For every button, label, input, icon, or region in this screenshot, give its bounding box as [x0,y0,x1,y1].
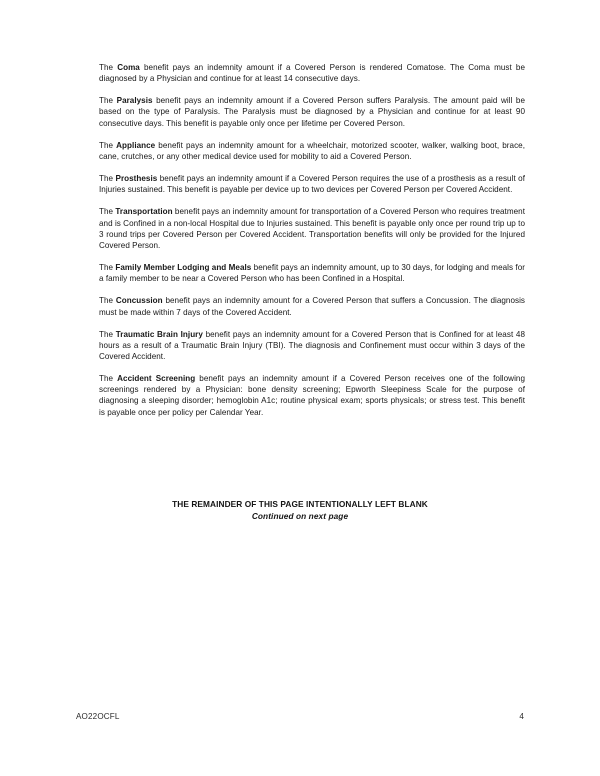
form-number: AO22OCFL [76,712,120,721]
paragraph-text: benefit pays an indemnity amount if a Covered Person requires the use of a prosthesis as a result of Injuries sustained. This benefit is payable per device up to two devices per Covered Person per Covered Accident. [99,174,525,195]
paragraph-text: benefit pays an indemnity amount, up to 30 days, for lodging and meals for a family member to be near a Covered Person who has been Confined in a Hospital. [99,263,525,284]
paragraph-text: benefit pays an indemnity amount for a wheelchair, motorized scooter, walker, walking boot, brace, cane, crutches, or any other medical device used for mobility to aid a Covered Person. [99,140,526,161]
paragraph-lead: The [99,263,116,273]
paragraph-prosthesis [99,173,525,195]
paragraph-traumatic-brain-injury [99,329,525,362]
paragraph-text: benefit pays an indemnity amount if a Covered Person suffers Paralysis. The amount paid will be based on the type of Paralysis. The Paralysis must be diagnosed by a Physician and continue for at least 90 consecutive days. This benefit is payable only once per lifetime per Covered Person. [99,96,525,128]
paragraph-paralysis [99,95,525,128]
benefit-term-transportation: Transportation [115,207,173,217]
paragraph-lead: The [99,374,118,384]
benefit-term-traumatic-brain-injury: Traumatic Brain Injury [115,329,203,339]
paragraph-lead: The [99,329,116,339]
benefit-term-concussion: Concussion [115,296,163,306]
paragraph-lead: The [99,63,118,72]
paragraph-lead: The [99,296,116,306]
benefit-term-appliance: Appliance [116,140,156,150]
page-footer [76,712,524,721]
paragraph-lead: The [99,96,117,106]
paragraph-lead: The [99,140,117,150]
benefit-term-coma: Coma [117,63,140,72]
benefit-term-accident-screening: Accident Screening [117,374,196,384]
paragraph-concussion [99,295,525,317]
paragraph-text: benefit pays an indemnity amount if a Covered Person is rendered Comatose. The Coma must be diagnosed by a Physician and continue for at least 14 consecutive days. [99,63,526,84]
paragraph-appliance [99,140,525,162]
page-break-notice [0,498,600,522]
paragraph-family-member-lodging-and-meals [99,262,525,284]
paragraph-lead: The [99,207,116,217]
benefit-term-prosthesis: Prosthesis [115,174,158,184]
paragraph-text: benefit pays an indemnity amount for a Covered Person that suffers a Concussion. The diagnosis must be made within 7 days of the Covered Accident. [99,296,525,317]
benefit-term-paralysis: Paralysis [116,96,153,106]
page-number: 4 [519,712,524,721]
paragraph-text: benefit pays an indemnity amount for a Covered Person that is Confined for at least 48 hours as a result of a Traumatic Brain Injury (TBI). The diagnosis and Confinement must occur within 3 days of the Covered Accident. [99,329,525,361]
paragraph-coma [99,62,525,84]
paragraph-text: benefit pays an indemnity amount for transportation of a Covered Person who requires treatment and is Confined in a non-local Hospital due to Injuries sustained. This benefit is payable only once per round trip up to 3 round trips per Covered Person per Covered Accident. Transportation benefits will only be provided for the Injured Covered Person. [99,207,525,250]
paragraph-text: benefit pays an indemnity amount if a Covered Person receives one of the following screenings rendered by a Physician: bone density screening; Epworth Sleepiness Scale for the purpose of diagnosing a sleeping disorder; hemoglobin A1c; routine physical exam; sports physicals; or stress test. This benefit is payable once per policy per Calendar Year. [99,374,525,417]
document-body [99,62,525,418]
paragraph-lead: The [99,174,116,184]
notice-remainder-blank: THE REMAINDER OF THIS PAGE INTENTIONALLY LEFT BLANK [172,499,428,509]
paragraph-accident-screening [99,373,525,418]
benefit-term-family-member-lodging-and-meals: Family Member Lodging and Meals [115,263,252,273]
notice-continued-next-page: Continued on next page [251,511,349,521]
paragraph-transportation [99,206,525,251]
